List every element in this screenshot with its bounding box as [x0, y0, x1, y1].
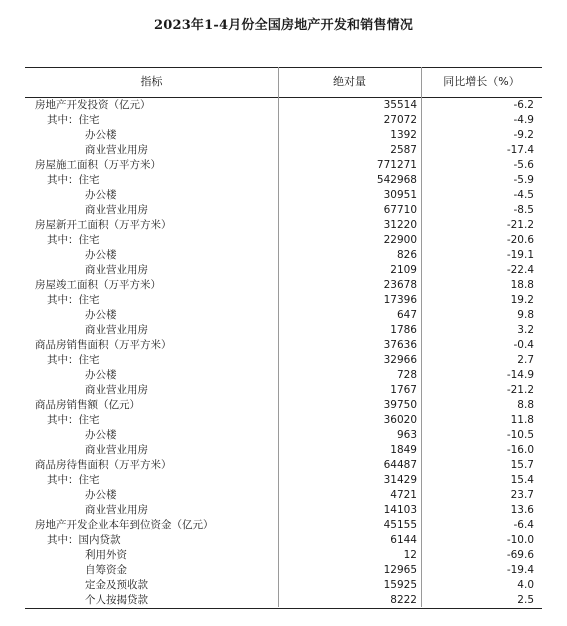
- row-indicator: 商业营业用房: [85, 264, 148, 276]
- row-absolute-value: 728: [396, 369, 417, 381]
- row-indicator: 办公楼: [85, 189, 117, 201]
- row-indicator: 其中：住宅: [47, 114, 100, 126]
- row-absolute-value: 31429: [383, 474, 417, 486]
- table-row: [25, 458, 542, 473]
- row-indicator: 办公楼: [85, 309, 117, 321]
- table-row: [25, 203, 542, 218]
- row-growth-value: -5.9: [513, 174, 534, 186]
- table-row: [25, 548, 542, 563]
- row-indicator: 房地产开发企业本年到位资金（亿元）: [35, 519, 214, 531]
- table-row: [25, 338, 542, 353]
- row-growth-value: -8.5: [513, 204, 534, 216]
- row-indicator: 其中：住宅: [47, 174, 100, 186]
- row-indicator: 办公楼: [85, 369, 117, 381]
- row-absolute-value: 6144: [390, 534, 417, 546]
- row-indicator: 个人按揭贷款: [85, 594, 148, 606]
- row-indicator: 房屋竣工面积（万平方米）: [35, 279, 161, 291]
- row-growth-value: -0.4: [513, 339, 534, 351]
- row-growth-value: 9.8: [517, 309, 534, 321]
- row-indicator: 定金及预收款: [85, 579, 148, 591]
- table-row: [25, 503, 542, 518]
- table-row: [25, 593, 542, 608]
- row-growth-value: -17.4: [506, 144, 534, 156]
- page-title: 2023年1-4月份全国房地产开发和销售情况: [153, 18, 414, 33]
- header-growth: 同比增长（%）: [443, 75, 520, 88]
- table-row: [25, 443, 542, 458]
- row-absolute-value: 36020: [383, 414, 417, 426]
- row-indicator: 其中：住宅: [47, 474, 100, 486]
- row-growth-value: 2.5: [517, 594, 534, 606]
- row-growth-value: 2.7: [517, 354, 534, 366]
- table-body: [25, 98, 542, 608]
- row-absolute-value: 35514: [383, 99, 417, 111]
- row-absolute-value: 771271: [376, 159, 417, 171]
- row-absolute-value: 4721: [390, 489, 417, 501]
- row-absolute-value: 17396: [383, 294, 417, 306]
- row-indicator: 商业营业用房: [85, 384, 148, 396]
- table-row: [25, 98, 542, 113]
- table-row: [25, 293, 542, 308]
- row-indicator: 商业营业用房: [85, 204, 148, 216]
- table-row: [25, 263, 542, 278]
- row-growth-value: -10.0: [506, 534, 534, 546]
- table-row: [25, 563, 542, 578]
- table-row: [25, 113, 542, 128]
- row-growth-value: -19.1: [506, 249, 534, 261]
- row-absolute-value: 1392: [390, 129, 417, 141]
- row-absolute-value: 647: [396, 309, 417, 321]
- row-growth-value: -16.0: [506, 444, 534, 456]
- header-indicator: 指标: [140, 75, 163, 88]
- table-row: [25, 323, 542, 338]
- row-growth-value: 15.4: [510, 474, 534, 486]
- table-row: [25, 158, 542, 173]
- table-row: [25, 518, 542, 533]
- row-growth-value: -19.4: [506, 564, 534, 576]
- row-absolute-value: 22900: [383, 234, 417, 246]
- table-row: [25, 353, 542, 368]
- row-indicator: 其中：国内贷款: [47, 534, 121, 546]
- table-row: [25, 578, 542, 593]
- row-growth-value: -6.4: [513, 519, 534, 531]
- table-row: [25, 218, 542, 233]
- table-row: [25, 413, 542, 428]
- row-indicator: 房屋施工面积（万平方米）: [35, 159, 161, 171]
- table-row: [25, 428, 542, 443]
- row-absolute-value: 14103: [383, 504, 417, 516]
- row-absolute-value: 23678: [383, 279, 417, 291]
- row-absolute-value: 1849: [390, 444, 417, 456]
- row-absolute-value: 37636: [383, 339, 417, 351]
- row-indicator: 商品房销售额（亿元）: [35, 399, 140, 411]
- header-absolute: 绝对量: [333, 75, 366, 88]
- row-indicator: 办公楼: [85, 249, 117, 261]
- row-indicator: 办公楼: [85, 489, 117, 501]
- row-indicator: 办公楼: [85, 429, 117, 441]
- table-row: [25, 368, 542, 383]
- row-growth-value: -6.2: [513, 99, 534, 111]
- row-indicator: 房屋新开工面积（万平方米）: [35, 219, 172, 231]
- row-absolute-value: 826: [396, 249, 417, 261]
- table-row: [25, 128, 542, 143]
- row-indicator: 其中：住宅: [47, 294, 100, 306]
- row-absolute-value: 1767: [390, 384, 417, 396]
- table-row: [25, 248, 542, 263]
- row-indicator: 其中：住宅: [47, 234, 100, 246]
- row-absolute-value: 15925: [383, 579, 417, 591]
- table-row: [25, 398, 542, 413]
- table-row: [25, 188, 542, 203]
- row-indicator: 房地产开发投资（亿元）: [35, 99, 151, 111]
- row-growth-value: 13.6: [510, 504, 534, 516]
- row-growth-value: -4.5: [513, 189, 534, 201]
- row-absolute-value: 31220: [383, 219, 417, 231]
- table-row: [25, 173, 542, 188]
- row-indicator: 其中：住宅: [47, 354, 100, 366]
- row-growth-value: -69.6: [506, 549, 534, 561]
- row-growth-value: -22.4: [506, 264, 534, 276]
- table-row: [25, 143, 542, 158]
- table-row: [25, 233, 542, 248]
- row-absolute-value: 12: [403, 549, 417, 561]
- row-absolute-value: 2587: [390, 144, 417, 156]
- row-indicator: 商品房销售面积（万平方米）: [35, 339, 172, 351]
- row-growth-value: -20.6: [506, 234, 534, 246]
- row-indicator: 商品房待售面积（万平方米）: [35, 459, 172, 471]
- row-growth-value: -9.2: [513, 129, 534, 141]
- row-absolute-value: 27072: [383, 114, 417, 126]
- row-absolute-value: 542968: [376, 174, 417, 186]
- row-growth-value: -14.9: [506, 369, 534, 381]
- table-header: [25, 67, 542, 97]
- table-row: [25, 383, 542, 398]
- row-growth-value: -4.9: [513, 114, 534, 126]
- row-absolute-value: 2109: [390, 264, 417, 276]
- row-indicator: 利用外资: [85, 549, 127, 561]
- row-absolute-value: 1786: [390, 324, 417, 336]
- row-indicator: 商业营业用房: [85, 444, 148, 456]
- row-growth-value: -21.2: [506, 384, 534, 396]
- row-growth-value: -21.2: [506, 219, 534, 231]
- row-growth-value: 4.0: [517, 579, 534, 591]
- row-growth-value: 15.7: [510, 459, 534, 471]
- row-growth-value: 19.2: [510, 294, 534, 306]
- row-absolute-value: 12965: [383, 564, 417, 576]
- row-absolute-value: 8222: [390, 594, 417, 606]
- row-absolute-value: 30951: [383, 189, 417, 201]
- row-growth-value: 8.8: [517, 399, 534, 411]
- row-indicator: 自筹资金: [85, 564, 127, 576]
- row-absolute-value: 45155: [383, 519, 417, 531]
- row-absolute-value: 963: [396, 429, 417, 441]
- row-absolute-value: 39750: [383, 399, 417, 411]
- row-growth-value: 23.7: [510, 489, 534, 501]
- row-absolute-value: 32966: [383, 354, 417, 366]
- row-indicator: 办公楼: [85, 129, 117, 141]
- table-row: [25, 533, 542, 548]
- table-bottom-rule: [25, 608, 542, 609]
- row-growth-value: 18.8: [510, 279, 534, 291]
- row-indicator: 商业营业用房: [85, 144, 148, 156]
- row-growth-value: -5.6: [513, 159, 534, 171]
- row-growth-value: -10.5: [506, 429, 534, 441]
- table-row: [25, 473, 542, 488]
- table-row: [25, 488, 542, 503]
- row-indicator: 商业营业用房: [85, 324, 148, 336]
- row-indicator: 商业营业用房: [85, 504, 148, 516]
- table-row: [25, 308, 542, 323]
- row-growth-value: 3.2: [517, 324, 534, 336]
- row-growth-value: 11.8: [510, 414, 534, 426]
- row-indicator: 其中：住宅: [47, 414, 100, 426]
- row-absolute-value: 64487: [383, 459, 417, 471]
- row-absolute-value: 67710: [383, 204, 417, 216]
- table-row: [25, 278, 542, 293]
